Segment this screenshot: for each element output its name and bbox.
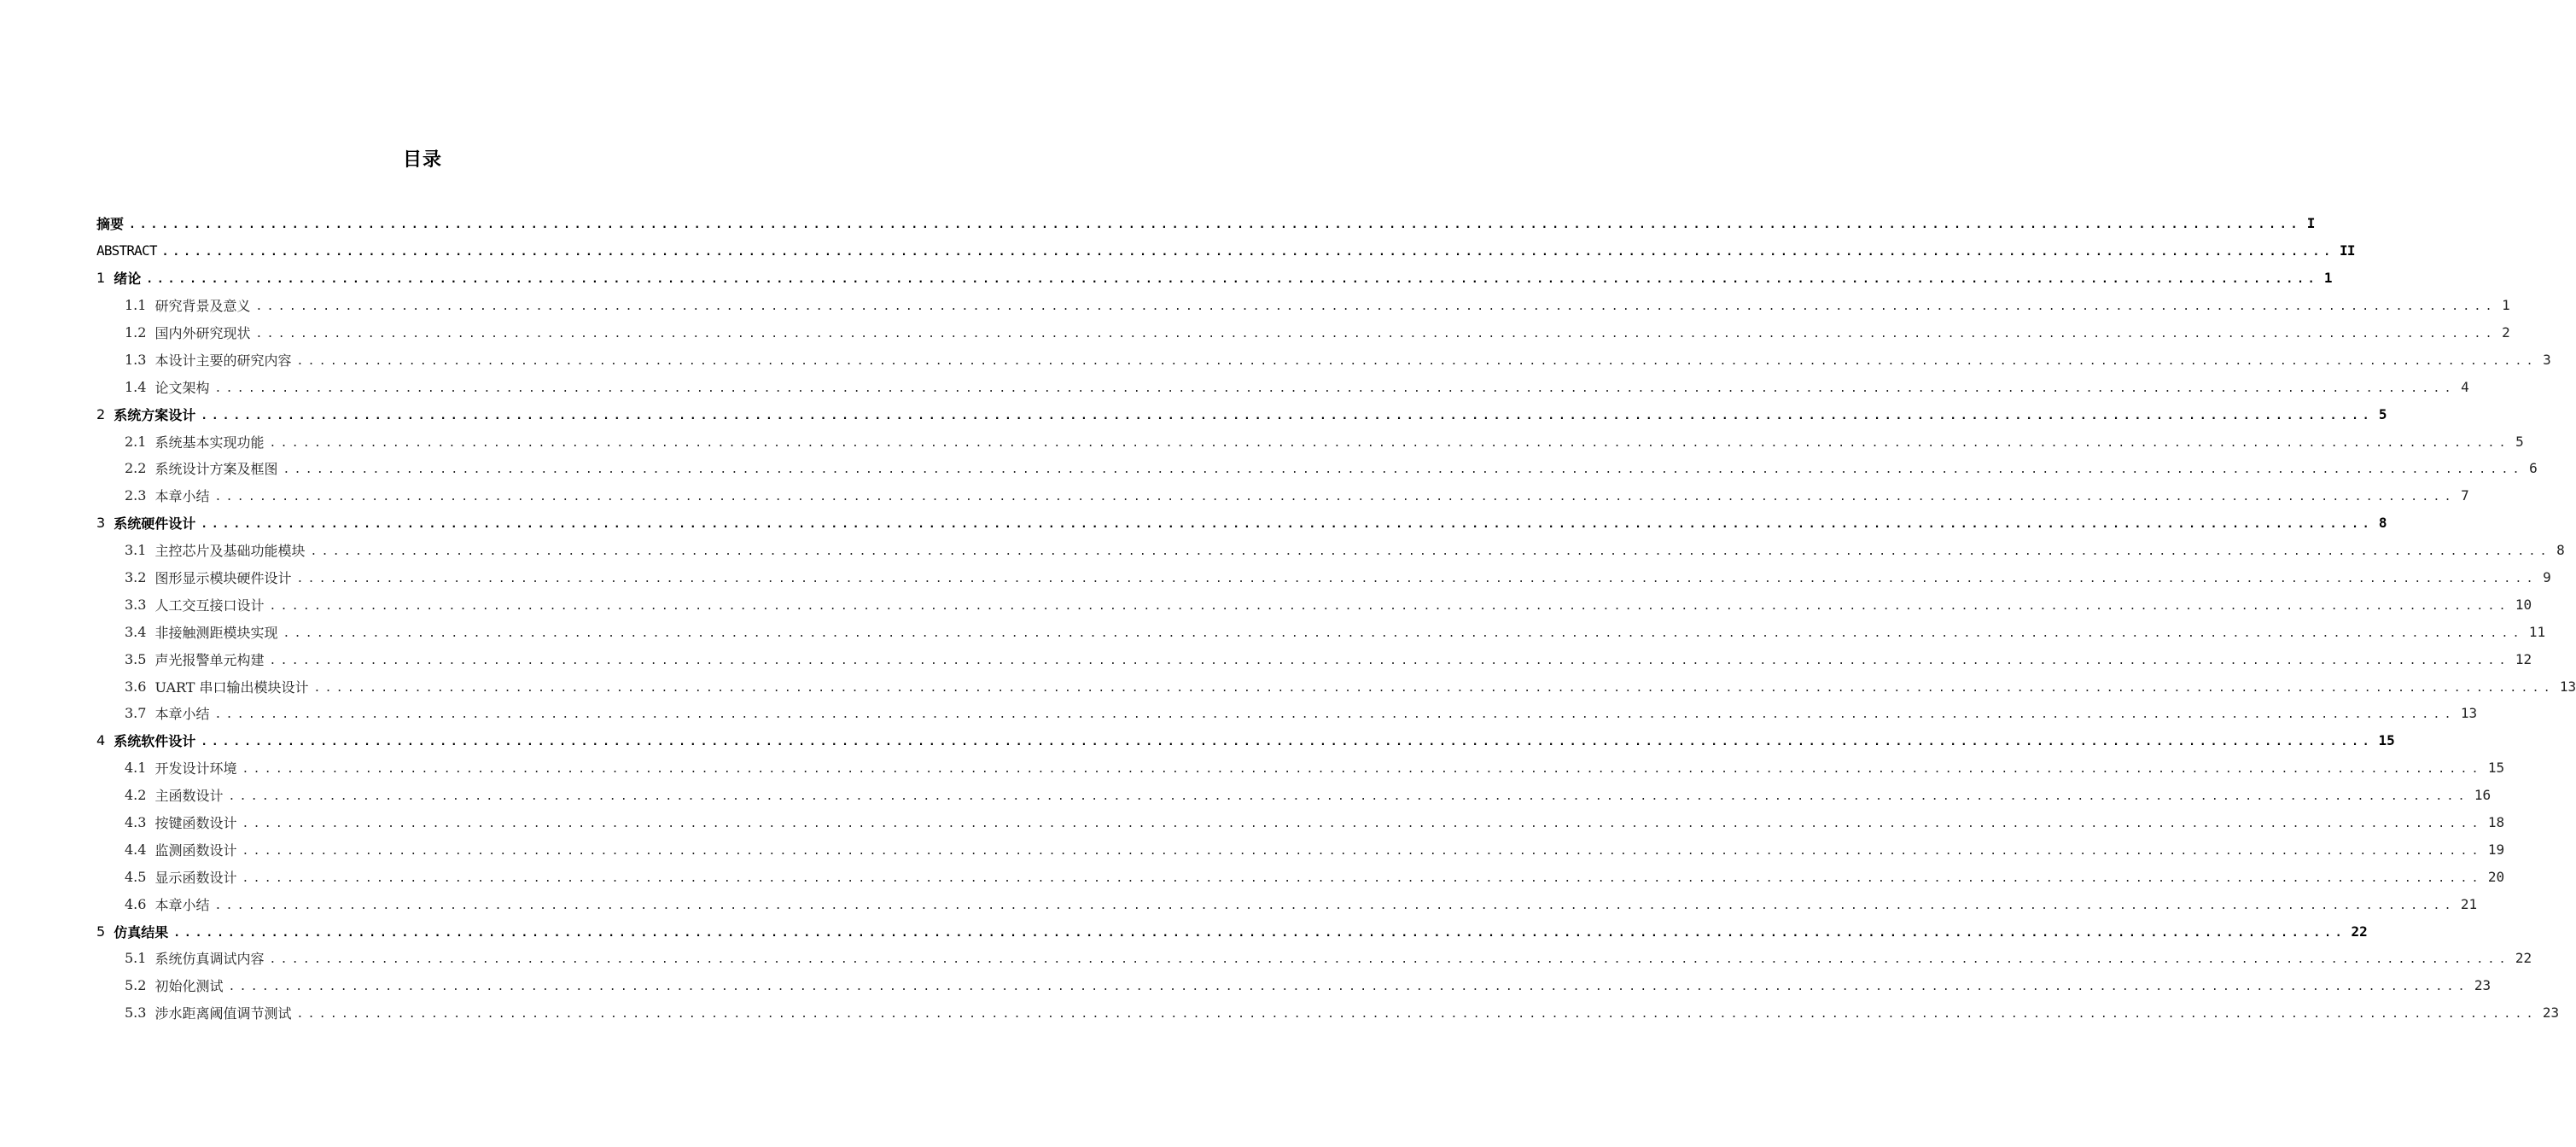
toc-entry-page-number: 18 bbox=[2487, 814, 2505, 831]
dot-leader: ........................................................................................................................................................................................................ bbox=[161, 246, 2335, 259]
dot-leader: ........................................................................................................................................................................................................ bbox=[242, 763, 2483, 777]
toc-entry-page-number: 23 bbox=[2474, 977, 2491, 994]
toc-entry[interactable] bbox=[96, 809, 2505, 836]
toc-entry-page-number: 22 bbox=[2351, 923, 2368, 940]
toc-entry-number: 2.1 bbox=[125, 433, 147, 450]
toc-entry-page-number: 13 bbox=[2460, 705, 2478, 722]
dot-leader: ........................................................................................................................................................................................................ bbox=[201, 736, 2374, 749]
toc-entry-page-number: 8 bbox=[2556, 542, 2565, 559]
toc-entry[interactable] bbox=[96, 700, 2478, 727]
toc-entry-number: 3.4 bbox=[125, 623, 147, 640]
toc-entry[interactable] bbox=[96, 917, 2368, 945]
toc-entry-title: 仿真结果 bbox=[114, 923, 169, 940]
dot-leader: ........................................................................................................................................................................................................ bbox=[214, 491, 2456, 504]
toc-entry-title: 非接触测距模块实现 bbox=[154, 624, 278, 641]
toc-entry-number: 1.4 bbox=[125, 378, 147, 395]
toc-entry-number: 3 bbox=[96, 515, 106, 532]
dot-leader: ........................................................................................................................................................................................................ bbox=[201, 409, 2374, 422]
toc-entry-title: 按键函数设计 bbox=[154, 815, 237, 832]
dot-leader: ........................................................................................................................................................................................................ bbox=[255, 328, 2497, 341]
toc-entry-number: 1.2 bbox=[125, 324, 147, 341]
dot-leader: ........................................................................................................................................................................................................ bbox=[269, 953, 2510, 967]
toc-entry[interactable] bbox=[96, 999, 2560, 1027]
toc-entry-title: 系统方案设计 bbox=[114, 406, 196, 423]
toc-entry[interactable] bbox=[96, 319, 2510, 346]
dot-leader: ........................................................................................................................................................................................................ bbox=[269, 599, 2510, 613]
toc-entry[interactable] bbox=[96, 672, 2576, 700]
toc-entry-number: 5.2 bbox=[125, 977, 147, 994]
toc-entry-title: 图形显示模块硬件设计 bbox=[154, 570, 292, 587]
toc-entry[interactable] bbox=[96, 373, 2469, 400]
toc-entry-title: 涉水距离阈值调节测试 bbox=[154, 1005, 292, 1022]
toc-entry-page-number: II bbox=[2340, 242, 2355, 259]
toc-entry-page-number: 19 bbox=[2487, 841, 2505, 858]
dot-leader: ........................................................................................................................................................................................................ bbox=[269, 654, 2510, 667]
toc-entry-page-number: 21 bbox=[2460, 895, 2478, 912]
toc-entry-title: 系统仿真调试内容 bbox=[154, 951, 265, 968]
toc-entry-number: 5.3 bbox=[125, 1004, 147, 1022]
dot-leader: ........................................................................................................................................................................................................ bbox=[242, 818, 2483, 831]
toc-entry[interactable] bbox=[96, 428, 2524, 455]
toc-entry-number: 3.1 bbox=[125, 542, 147, 559]
toc-entry-title: 初始化测试 bbox=[154, 978, 224, 995]
table-of-contents bbox=[96, 210, 2576, 1027]
dot-leader: ........................................................................................................................................................................................................ bbox=[310, 545, 2551, 559]
toc-entry-number: 1.1 bbox=[125, 297, 147, 314]
toc-entry-page-number: 13 bbox=[2559, 678, 2576, 695]
toc-entry[interactable] bbox=[96, 482, 2469, 509]
toc-entry-page-number: 10 bbox=[2515, 596, 2532, 613]
dot-leader: ........................................................................................................................................................................................................ bbox=[146, 273, 2319, 287]
toc-entry[interactable] bbox=[96, 537, 2565, 564]
dot-leader: ........................................................................................................................................................................................................ bbox=[214, 381, 2456, 395]
toc-entry[interactable] bbox=[96, 645, 2532, 672]
dot-leader: ........................................................................................................................................................................................................ bbox=[228, 981, 2469, 994]
toc-entry[interactable] bbox=[96, 564, 2551, 591]
toc-entry-number: 4.4 bbox=[125, 841, 147, 858]
toc-entry[interactable] bbox=[96, 863, 2505, 890]
toc-entry[interactable] bbox=[96, 782, 2491, 809]
toc-entry-page-number: 9 bbox=[2543, 569, 2551, 586]
toc-entry[interactable] bbox=[96, 836, 2505, 863]
toc-entry-page-number: 12 bbox=[2515, 650, 2532, 667]
toc-entry-title: 本设计主要的研究内容 bbox=[154, 352, 292, 369]
toc-entry-title: 开发设计环境 bbox=[154, 760, 237, 777]
dot-leader: ........................................................................................................................................................................................................ bbox=[129, 218, 2302, 232]
toc-entry-title: 绪论 bbox=[114, 271, 142, 288]
toc-entry-number: 2.2 bbox=[125, 460, 147, 477]
toc-entry-title: 声光报警单元构建 bbox=[154, 651, 265, 668]
toc-entry-number: 3.5 bbox=[125, 650, 147, 667]
toc-entry[interactable] bbox=[96, 455, 2538, 482]
toc-entry-title: 人工交互接口设计 bbox=[154, 597, 265, 614]
toc-entry-page-number: 8 bbox=[2378, 515, 2387, 532]
toc-entry-number: 4.3 bbox=[125, 814, 147, 831]
toc-entry-page-number: 15 bbox=[2378, 732, 2395, 749]
toc-entry[interactable] bbox=[96, 618, 2546, 645]
toc-entry-number: 4.2 bbox=[125, 787, 147, 804]
toc-entry[interactable] bbox=[96, 727, 2395, 754]
toc-entry[interactable] bbox=[96, 346, 2551, 373]
toc-entry-title: ABSTRACT bbox=[96, 242, 157, 259]
toc-entry-page-number: 1 bbox=[2323, 270, 2333, 287]
toc-entry-title: 摘要 bbox=[96, 216, 125, 233]
toc-entry-page-number: 20 bbox=[2487, 868, 2505, 885]
toc-entry-page-number: 7 bbox=[2461, 487, 2469, 504]
toc-entry-page-number: 5 bbox=[2515, 433, 2524, 450]
toc-entry-number: 3.6 bbox=[125, 678, 147, 695]
toc-entry-number: 3.2 bbox=[125, 569, 147, 586]
toc-entry-page-number: 6 bbox=[2529, 460, 2538, 477]
toc-entry-number: 1 bbox=[96, 270, 106, 287]
dot-leader: ........................................................................................................................................................................................................ bbox=[313, 681, 2555, 695]
toc-entry-number: 4.5 bbox=[125, 868, 147, 885]
dot-leader: ........................................................................................................................................................................................................ bbox=[201, 518, 2374, 532]
toc-entry-title: 论文架构 bbox=[154, 379, 210, 396]
toc-entry-page-number: 2 bbox=[2502, 324, 2510, 341]
toc-entry-number: 2.3 bbox=[125, 487, 147, 504]
toc-entry[interactable] bbox=[96, 265, 2333, 292]
toc-entry[interactable] bbox=[96, 292, 2510, 319]
toc-entry-number: 3.3 bbox=[125, 596, 147, 613]
toc-entry-page-number: 4 bbox=[2461, 378, 2469, 395]
toc-entry-number: 5 bbox=[96, 923, 106, 940]
toc-entry-title: 系统基本实现功能 bbox=[154, 434, 265, 451]
dot-leader: ........................................................................................................................................................................................................ bbox=[296, 1008, 2538, 1022]
dot-leader: ........................................................................................................................................................................................................ bbox=[214, 899, 2456, 912]
toc-entry-title: 系统硬件设计 bbox=[114, 515, 196, 533]
dot-leader: ........................................................................................................................................................................................................ bbox=[255, 300, 2497, 314]
dot-leader: ........................................................................................................................................................................................................ bbox=[242, 871, 2483, 885]
toc-entry[interactable] bbox=[96, 972, 2491, 999]
dot-leader: ........................................................................................................................................................................................................ bbox=[283, 463, 2524, 477]
toc-title: 目录 bbox=[402, 149, 442, 171]
toc-entry-title: 显示函数设计 bbox=[154, 869, 237, 886]
toc-entry-page-number: 15 bbox=[2487, 760, 2505, 777]
toc-entry-number: 3.7 bbox=[125, 705, 147, 722]
dot-leader: ........................................................................................................................................................................................................ bbox=[269, 436, 2510, 450]
toc-entry-title: 系统设计方案及框图 bbox=[154, 461, 278, 478]
toc-entry[interactable] bbox=[96, 400, 2387, 428]
toc-entry-page-number: 3 bbox=[2543, 351, 2551, 368]
toc-entry-page-number: 16 bbox=[2474, 787, 2491, 804]
dot-leader: ........................................................................................................................................................................................................ bbox=[283, 626, 2524, 640]
toc-entry-title: 本章小结 bbox=[154, 706, 210, 723]
toc-entry-title: 主函数设计 bbox=[154, 788, 224, 805]
toc-entry-number: 4 bbox=[96, 732, 106, 749]
toc-entry-number: 4.1 bbox=[125, 760, 147, 777]
toc-entry-title: 研究背景及意义 bbox=[154, 298, 251, 315]
dot-leader: ........................................................................................................................................................................................................ bbox=[296, 573, 2538, 586]
toc-entry-page-number: 1 bbox=[2502, 297, 2510, 314]
toc-entry-page-number: I bbox=[2306, 215, 2316, 232]
toc-entry-page-number: 23 bbox=[2542, 1004, 2560, 1022]
toc-entry-number: 5.1 bbox=[125, 950, 147, 967]
dot-leader: ........................................................................................................................................................................................................ bbox=[228, 790, 2469, 804]
toc-entry-number: 1.3 bbox=[125, 351, 147, 368]
toc-entry-title: 国内外研究现状 bbox=[154, 325, 251, 341]
toc-entry-number: 2 bbox=[96, 405, 106, 422]
toc-entry-title: 主控芯片及基础功能模块 bbox=[154, 543, 306, 560]
toc-entry-title: 本章小结 bbox=[154, 488, 210, 505]
toc-entry-title: UART 串口输出模块设计 bbox=[154, 678, 309, 696]
toc-entry[interactable] bbox=[96, 945, 2532, 972]
dot-leader: ........................................................................................................................................................................................................ bbox=[242, 844, 2483, 858]
toc-entry-title: 本章小结 bbox=[154, 896, 210, 913]
toc-entry-title: 系统软件设计 bbox=[114, 733, 196, 750]
toc-entry-page-number: 22 bbox=[2515, 950, 2532, 967]
toc-entry-title: 监测函数设计 bbox=[154, 841, 237, 859]
dot-leader: ........................................................................................................................................................................................................ bbox=[296, 354, 2538, 368]
toc-entry-number: 4.6 bbox=[125, 895, 147, 912]
toc-entry[interactable] bbox=[96, 754, 2505, 782]
toc-entry-page-number: 11 bbox=[2528, 623, 2546, 640]
dot-leader: ........................................................................................................................................................................................................ bbox=[173, 926, 2346, 940]
toc-entry[interactable] bbox=[96, 591, 2532, 618]
toc-entry[interactable] bbox=[96, 237, 2355, 265]
toc-entry[interactable] bbox=[96, 890, 2478, 917]
toc-entry[interactable] bbox=[96, 509, 2387, 537]
toc-entry-page-number: 5 bbox=[2378, 405, 2387, 422]
toc-entry[interactable] bbox=[96, 210, 2316, 237]
dot-leader: ........................................................................................................................................................................................................ bbox=[214, 708, 2456, 722]
